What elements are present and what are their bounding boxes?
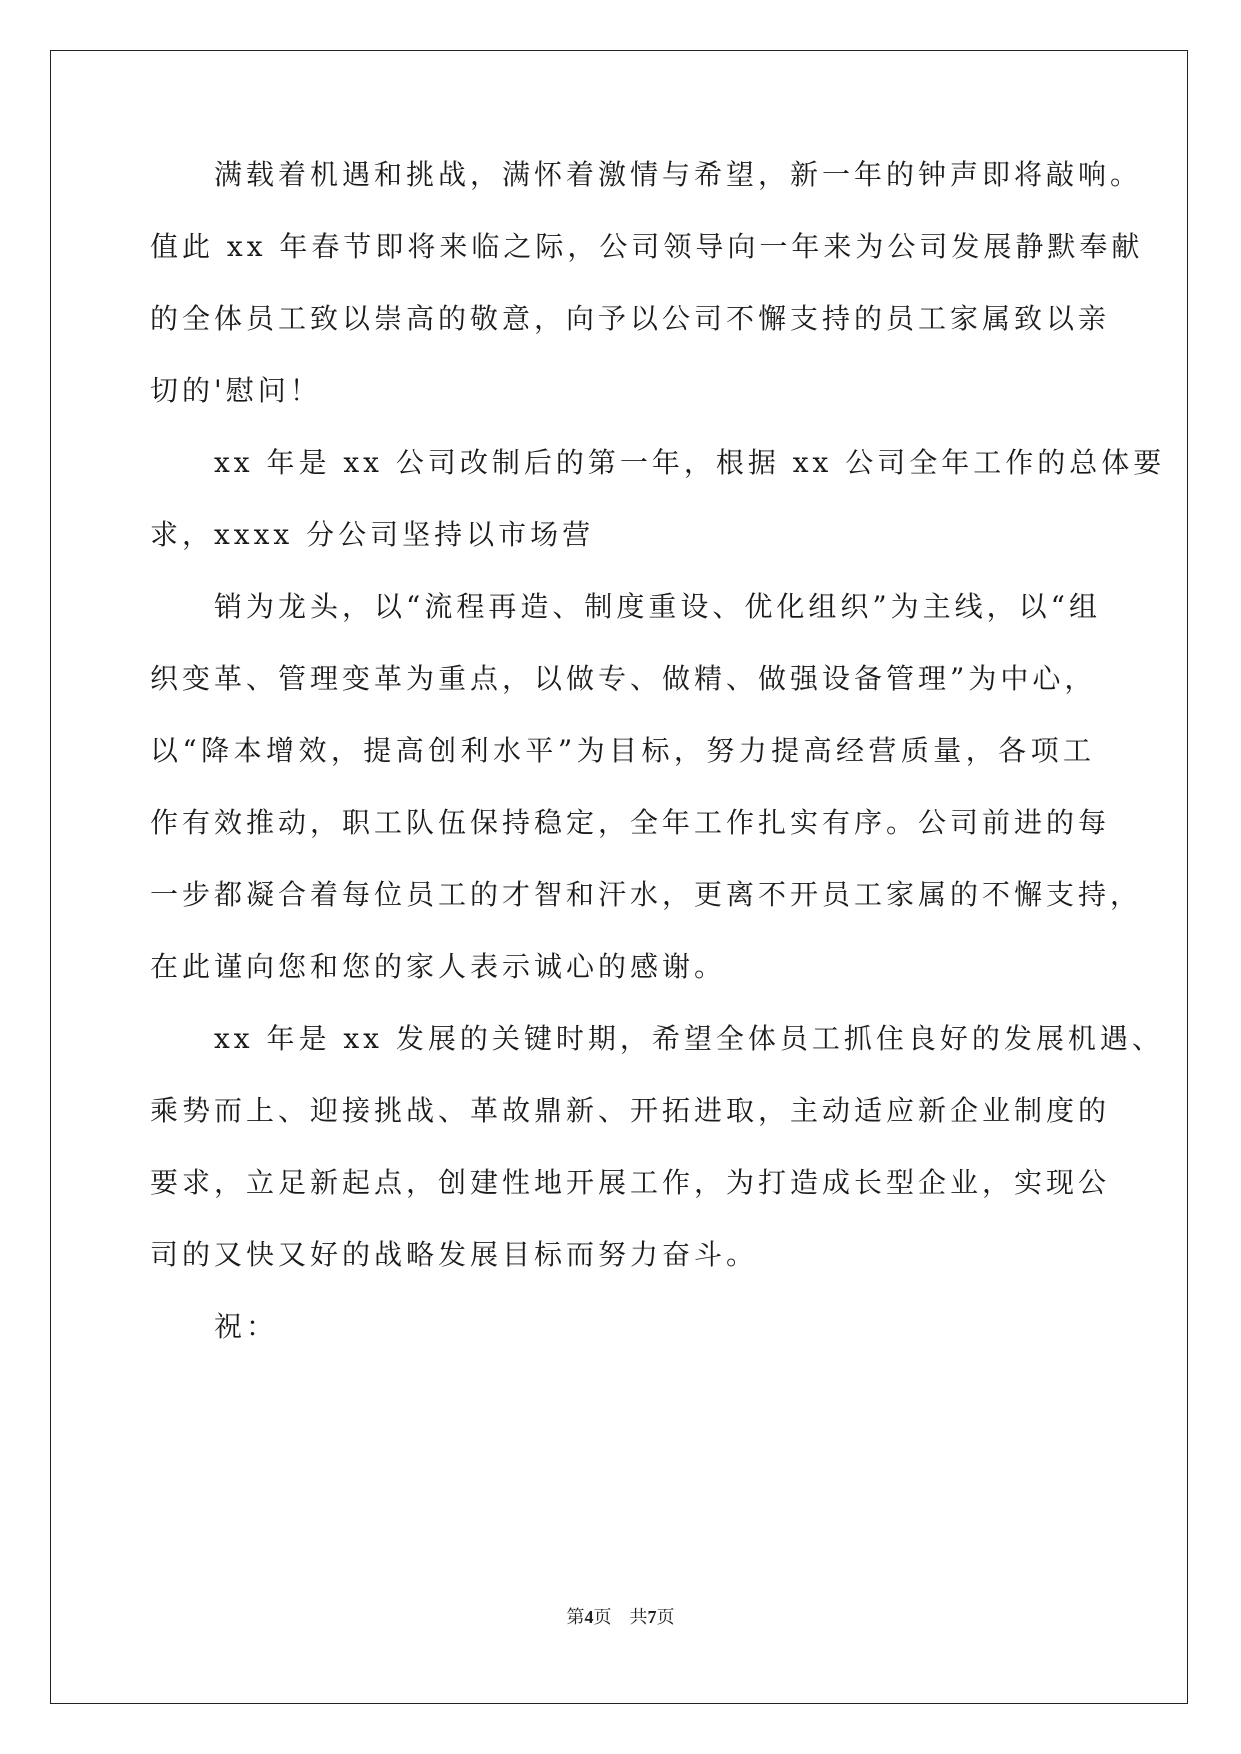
text-line: xx 年是 xx 公司改制后的第一年，根据 xx 公司全年工作的总体要 xyxy=(214,446,1166,479)
footer-mid: 页 共 xyxy=(593,1607,648,1627)
total-page-number: 7 xyxy=(647,1607,657,1627)
text-line: 一步都凝合着每位员工的才智和汗水，更离不开员工家属的不懈支持， xyxy=(150,878,1143,911)
text-line: 司的又快又好的战略发展目标而努力奋斗。 xyxy=(150,1238,759,1271)
text-line: 作有效推动，职工队伍保持稳定，全年工作扎实有序。公司前进的每 xyxy=(150,806,1111,839)
text-line: 以“降本增效，提高创利水平”为目标，努力提高经营质量，各项工 xyxy=(150,734,1095,767)
text-line: 求，xxxx 分公司坚持以市场营 xyxy=(150,518,595,551)
text-line: 销为龙头，以“流程再造、制度重设、优化组织”为主线，以“组 xyxy=(214,590,1101,623)
footer-suffix: 页 xyxy=(656,1607,675,1627)
text-line: 切的'慰问！ xyxy=(150,374,322,407)
text-line: 值此 xx 年春节即将来临之际，公司领导向一年来为公司发展静默奉献 xyxy=(150,230,1144,263)
page-footer xyxy=(0,1605,1241,1629)
text-line: 满载着机遇和挑战，满怀着激情与希望，新一年的钟声即将敲响。 xyxy=(214,158,1143,191)
text-line: 的全体员工致以崇高的敬意，向予以公司不懈支持的员工家属致以亲 xyxy=(150,302,1111,335)
text-line: 祝： xyxy=(214,1310,279,1343)
text-line: 在此谨向您和您的家人表示诚心的感谢。 xyxy=(150,950,727,983)
text-line: 要求，立足新起点，创建性地开展工作，为打造成长型企业，实现公 xyxy=(150,1166,1111,1199)
text-line: 织变革、管理变革为重点，以做专、做精、做强设备管理”为中心， xyxy=(150,662,1097,695)
current-page-number: 4 xyxy=(584,1607,594,1627)
text-line: xx 年是 xx 发展的关键时期，希望全体员工抓住良好的发展机遇、 xyxy=(214,1022,1164,1055)
footer-prefix: 第 xyxy=(566,1607,585,1627)
text-line: 乘势而上、迎接挑战、革故鼎新、开拓进取，主动适应新企业制度的 xyxy=(150,1094,1111,1127)
